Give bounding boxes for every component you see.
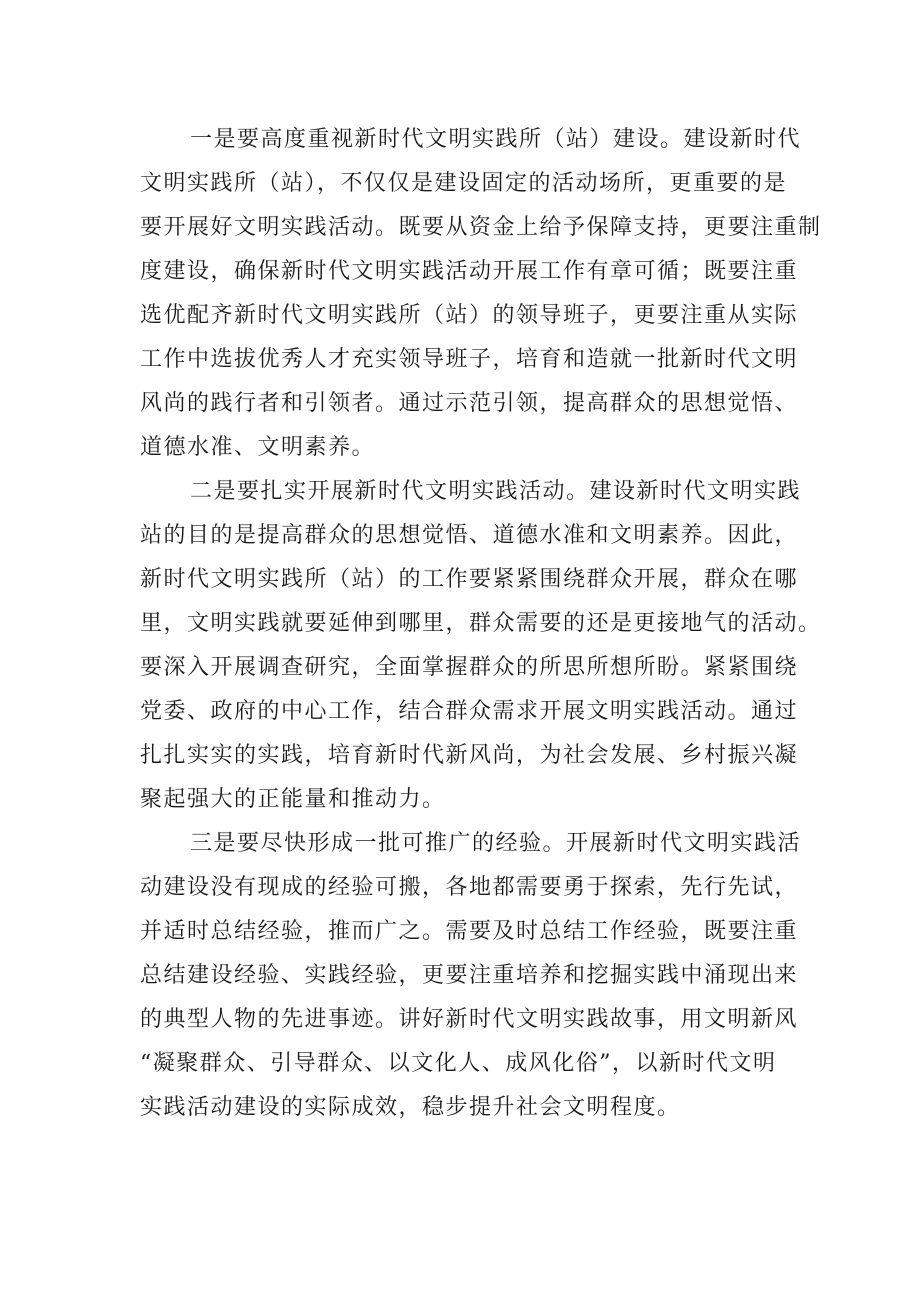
text-line: 动建设没有现成的经验可搬，各地都需要勇于探索，先行先试， — [140, 875, 799, 900]
text-line: 三是要尽快形成一批可推广的经验。开展新时代文明实践活 — [190, 831, 802, 856]
text-line: 一是要高度重视新时代文明实践所（站）建设。建设新时代 — [190, 127, 802, 152]
text-line: 要开展好文明实践活动。既要从资金上给予保障支持，更要注重制 — [140, 215, 822, 240]
text-line: 工作中选拔优秀人才充实领导班子，培育和造就一批新时代文明 — [140, 347, 799, 372]
text-line: 新时代文明实践所（站）的工作要紧紧围绕群众开展，群众在哪 — [140, 567, 799, 592]
text-line: 扎扎实实的实践，培育新时代新风尚，为社会发展、乡村振兴凝 — [140, 743, 799, 768]
text-line: 选优配齐新时代文明实践所（站）的领导班子，更要注重从实际 — [140, 303, 799, 328]
text-line: 文明实践所（站），不仅仅是建设固定的活动场所，更重要的是 — [140, 171, 788, 196]
text-line: 聚起强大的正能量和推动力。 — [140, 787, 446, 812]
text-line: “凝聚群众、引导群众、以文化人、成风化俗”，以新时代文明 — [140, 1051, 777, 1076]
text-line: 道德水准、文明素养。 — [140, 435, 376, 460]
text-line: 党委、政府的中心工作，结合群众需求开展文明实践活动。通过 — [140, 699, 799, 724]
text-line: 实践活动建设的实际成效，稳步提升社会文明程度。 — [140, 1095, 681, 1120]
text-line: 里，文明实践就要延伸到哪里，群众需要的还是更接地气的活动。 — [140, 611, 822, 636]
text-line: 并适时总结经验，推而广之。需要及时总结工作经验，既要注重 — [140, 919, 799, 944]
text-line: 二是要扎实开展新时代文明实践活动。建设新时代文明实践 — [190, 479, 802, 504]
text-line: 风尚的践行者和引领者。通过示范引领，提高群众的思想觉悟、 — [140, 391, 799, 416]
text-line: 要深入开展调查研究，全面掌握群众的所思所想所盼。紧紧围绕 — [140, 655, 799, 680]
text-line: 度建设，确保新时代文明实践活动开展工作有章可循；既要注重 — [140, 259, 799, 284]
text-line: 站的目的是提高群众的思想觉悟、道德水准和文明素养。因此， — [140, 523, 799, 548]
text-line: 的典型人物的先进事迹。讲好新时代文明实践故事，用文明新风 — [140, 1007, 799, 1032]
text-line: 总结建设经验、实践经验，更要注重培养和挖掘实践中涌现出来 — [140, 963, 799, 988]
